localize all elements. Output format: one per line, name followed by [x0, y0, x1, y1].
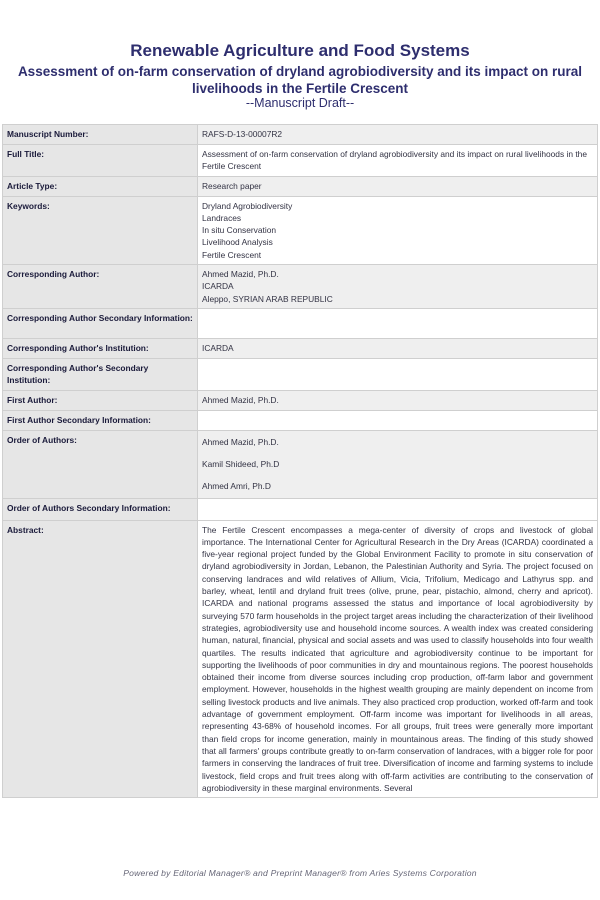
value-corr-author-secondary-institution	[198, 359, 598, 391]
footer-powered-by: Powered by Editorial Manager® and Preprint Manager® from Aries Systems Corporation	[123, 868, 477, 878]
author-item: Ahmed Amri, Ph.D	[202, 481, 271, 492]
label-article-type: Article Type:	[3, 176, 198, 196]
value-order-of-authors	[198, 430, 598, 498]
draft-label: --Manuscript Draft--	[245, 96, 355, 110]
row-first-author-secondary-info	[3, 410, 598, 430]
row-article-type	[3, 176, 598, 196]
label-order-of-authors-secondary-info: Order of Authors Secondary Information:	[3, 498, 198, 520]
manuscript-title-line2: livelihoods in the Fertile Crescent	[191, 81, 409, 96]
label-corresponding-author: Corresponding Author:	[3, 265, 198, 309]
label-corr-author-secondary-institution: Corresponding Author's Secondary Institution:	[3, 359, 198, 391]
label-manuscript-number: Manuscript Number:	[3, 125, 198, 145]
keyword-item: Dryland Agrobiodiversity	[202, 200, 293, 211]
row-order-of-authors	[3, 430, 598, 498]
label-keywords: Keywords:	[3, 196, 198, 264]
corresponding-author-org: ICARDA	[202, 281, 234, 292]
row-corr-author-secondary-institution	[3, 359, 598, 391]
row-abstract	[3, 520, 598, 798]
label-corr-author-secondary-info: Corresponding Author Secondary Information:	[3, 309, 198, 339]
row-manuscript-number	[3, 125, 598, 145]
manuscript-title-line1: Assessment of on-farm conservation of dryland agrobiodiversity and its impact on rural	[17, 64, 583, 79]
value-order-of-authors-secondary-info	[198, 498, 598, 520]
label-first-author-secondary-info: First Author Secondary Information:	[3, 410, 198, 430]
value-manuscript-number: RAFS-D-13-00007R2	[198, 125, 598, 145]
value-article-type: Research paper	[198, 176, 598, 196]
value-first-author-secondary-info	[198, 410, 598, 430]
keyword-item: Fertile Crescent	[202, 249, 262, 260]
value-corresponding-author	[198, 265, 598, 309]
value-abstract: The Fertile Crescent encompasses a mega-center of diversity of crops and livestock of global importance. The International Center for Agricultural Research in the Dry Areas (ICARDA) coordinated a five-year regional project funded by the Global Environment Facility to promote in situ conservation of dryland agrobiodiversity in Jordan, Lebanon, the Palestinian Authority and Syria. The project focused on conserving landraces and wild relatives of Allium, Vicia, Trifolium, Medicago and Lathyrus spp. and barley, wheat, lentil and dryland fruit trees (olive, prune, pear, pistachio, almond, cherry and apricot). ICARDA and national programs assessed the status and importance of local agrobiodiversity by surveying 570 farm households in the project target areas including the characterization of their livelihood strategies, agrobiodiversity use and household income sources. A wealth index was created considering human, natural, financial, physical and social assets and was used to classify households into four wealth quartiles. The results indicated that agriculture and agrobiodiversity continue to be important for supporting the livelihoods of poor communities in dry and mountainous regions. The poorest households obtained their income from diverse sources including crop production, off-farm labor and government employment. However, households in the highest wealth grouping are mainly dependent on income from selling livestock products and live animals. They also practiced crop production, worked off-farm and took advantage of government employment. Off-farm income was important for livelihoods in all areas, representing 43-68% of household incomes. For all groups, fruit trees were generally more important than field crops for income generation, mainly in mountainous areas. The finding of this study showed that all farmers' groups contribute greatly to on-farm conservation of landraces, with a bigger role for poor farmers in conserving the landraces of fruit tree. Diversification of income and farming systems to include livestock, field crops and fruit trees along with off-farm activities are contributing to the conservation of agrobiodiversity in these marginal environments. Several	[198, 520, 598, 798]
value-corr-author-institution: ICARDA	[198, 339, 598, 359]
keyword-item: Livelihood Analysis	[202, 237, 273, 248]
keyword-item: Landraces	[202, 212, 242, 223]
label-corr-author-institution: Corresponding Author's Institution:	[3, 339, 198, 359]
row-corresponding-author	[3, 265, 598, 309]
keyword-item: In situ Conservation	[202, 225, 277, 236]
label-first-author: First Author:	[3, 390, 198, 410]
row-full-title	[3, 145, 598, 177]
manuscript-metadata-table	[2, 124, 598, 798]
label-abstract: Abstract:	[3, 520, 198, 798]
row-corr-author-secondary-info	[3, 309, 598, 339]
value-full-title: Assessment of on-farm conservation of dryland agrobiodiversity and its impact on rural livelihoods in the Fertile Crescent	[198, 145, 598, 177]
corresponding-author-location: Aleppo, SYRIAN ARAB REPUBLIC	[202, 293, 333, 304]
journal-title: Renewable Agriculture and Food Systems	[130, 41, 470, 60]
label-full-title: Full Title:	[3, 145, 198, 177]
value-first-author: Ahmed Mazid, Ph.D.	[198, 390, 598, 410]
row-keywords	[3, 196, 598, 264]
value-corr-author-secondary-info	[198, 309, 598, 339]
row-corr-author-institution	[3, 339, 598, 359]
value-keywords	[198, 196, 598, 264]
label-order-of-authors: Order of Authors:	[3, 430, 198, 498]
row-order-of-authors-secondary-info	[3, 498, 598, 520]
author-item: Kamil Shideed, Ph.D	[202, 458, 280, 469]
author-item: Ahmed Mazid, Ph.D.	[202, 436, 279, 447]
corresponding-author-name: Ahmed Mazid, Ph.D.	[202, 269, 279, 280]
row-first-author	[3, 390, 598, 410]
